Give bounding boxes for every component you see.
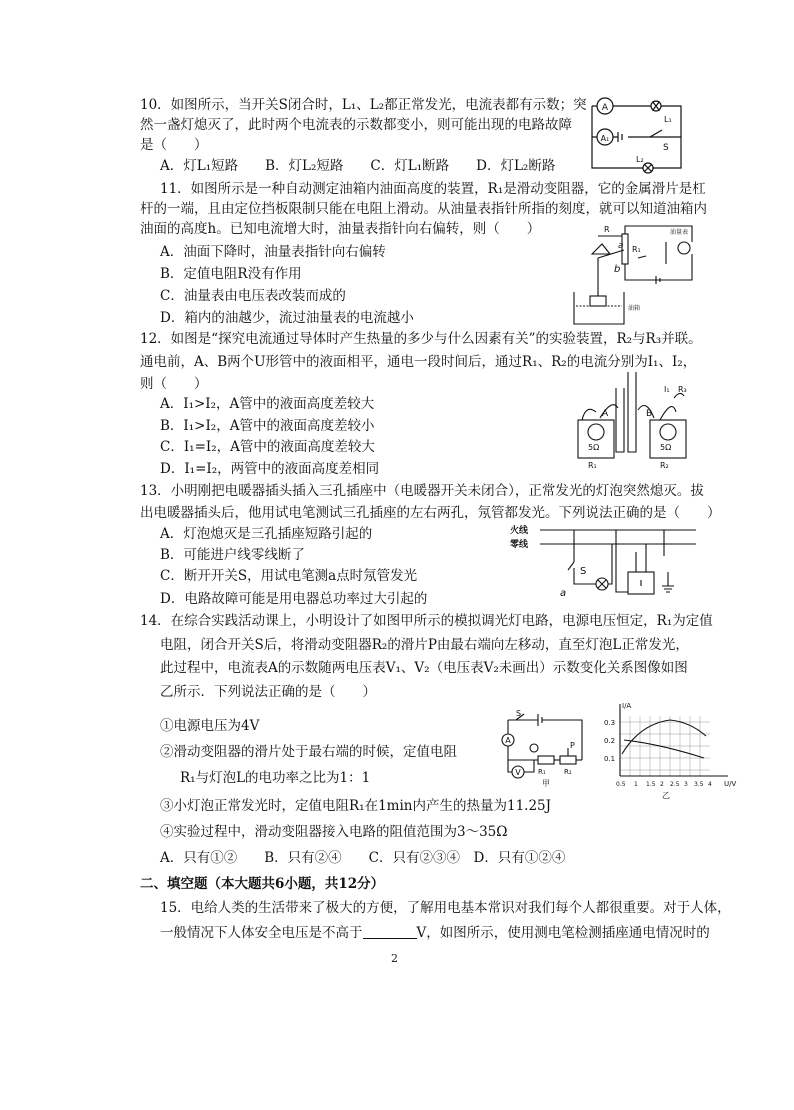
q14-line-1: 14．在综合实践活动课上，小明设计了如图甲所示的模拟调光灯电路，电源电压恒定，R₁为定值 xyxy=(140,613,713,629)
q13-label-live-wire: 火线 xyxy=(510,526,529,536)
q14-xtick-4: 2.5 xyxy=(670,781,680,788)
q12-label-r2: R₂ xyxy=(660,461,669,470)
q15-line-2-start: 一般情况下人体安全电压是不高于 xyxy=(160,925,363,941)
section-2-heading: 二、填空题（本大题共6小题，共12分） xyxy=(140,876,385,892)
q14-line-4: 乙所示．下列说法正确的是（ ） xyxy=(160,684,376,700)
q11-option-b: B．定值电阻R没有作用 xyxy=(160,266,302,282)
page-number: 2 xyxy=(391,952,398,965)
q12-label-b: B xyxy=(646,409,653,419)
q11-label-oil-meter: 油量表 xyxy=(670,229,689,236)
q13-option-c: C．断开开关S，用试电笔测a点时氖管发光 xyxy=(160,568,418,584)
q12-heat-experiment-figure xyxy=(572,368,692,473)
q14-xtick-0: 0.5 xyxy=(616,781,626,788)
q13-line-2: 出电暖器插头后，他用试电笔测试三孔插座的左右两孔，氖管都发光。下列说法正确的是（ ） xyxy=(140,505,721,521)
q13-option-b: B．可能进户线零线断了 xyxy=(160,547,305,563)
q14-label-voltmeter: V xyxy=(515,768,521,777)
q14-statement-4: ④实验过程中，滑动变阻器接入电路的阻值范围为3～35Ω xyxy=(160,824,508,840)
q12-line-1: 12．如图是“探究电流通过导体时产生热量的多少与什么因素有关”的实验装置，R₂与R₃并联。 xyxy=(140,331,702,347)
q14-label-r1: R₁ xyxy=(538,768,546,776)
q11-line-2: 杆的一端，且由定位挡板限制只能在电阻上滑动。从油量表指针所指的刻度，就可以知道油箱内 xyxy=(140,201,707,217)
q11-option-a: A．油面下降时，油量表指针向右偏转 xyxy=(160,244,386,260)
q14-graph-yi xyxy=(600,700,740,800)
q15-answer-blank[interactable] xyxy=(363,924,417,939)
q10-line-3: 是（ ） xyxy=(140,137,208,153)
q12-option-c: C．I₁=I₂，A管中的液面高度差较大 xyxy=(160,439,375,455)
q13-label-point-a: a xyxy=(560,588,567,599)
q12-label-r3: R₃ xyxy=(678,385,687,394)
q14-statement-1: ①电源电压为4V xyxy=(160,718,260,734)
q12-label-ohm-right: 5Ω xyxy=(660,443,672,452)
q11-label-r1: R₁ xyxy=(632,245,641,254)
q14-statement-3: ③小灯泡正常发光时，定值电阻R₁在1min内产生的热量为11.25J xyxy=(160,798,552,814)
q14-label-s: S xyxy=(516,709,522,718)
q14-xtick-7: 4 xyxy=(708,781,712,788)
q10-label-s: S xyxy=(663,143,669,153)
q14-ytick-2: 0.1 xyxy=(604,755,616,763)
q14-xtick-5: 3 xyxy=(684,781,688,788)
q14-label-p: P xyxy=(570,741,575,750)
q13-household-circuit-figure xyxy=(508,522,698,602)
q10-label-l2: L₂ xyxy=(636,155,644,164)
q10-line-1: 10．如图所示，当开关S闭合时，L₁、L₂都正常发光，电流表都有示数；突 xyxy=(140,97,587,113)
q14-line-2: 电阻，闭合开关S后，将滑动变阻器R₂的滑片P由最右端向左移动，直至灯泡L正常发光， xyxy=(160,637,689,653)
q14-xtick-3: 2 xyxy=(660,781,664,788)
q12-label-ohm-left: 5Ω xyxy=(588,443,600,452)
q13-label-switch-s: S xyxy=(580,566,587,577)
q10-line-2: 然一盏灯熄灭了，此时两个电流表的示数都变小，则可能出现的电路故障 xyxy=(140,117,572,133)
q14-ytick-0: 0.3 xyxy=(604,719,616,727)
q13-option-d: D．电路故障可能是用电器总功率过大引起的 xyxy=(160,591,428,607)
q11-label-b: b xyxy=(614,264,621,275)
q11-line-3: 油面的高度h。已知电流增大时，油量表指针向右偏转，则（ ） xyxy=(140,221,541,237)
q11-option-d: D．箱内的油越少，流过油量表的电流越小 xyxy=(160,310,414,326)
q10-options: A．灯L₁短路 B．灯L₂短路 C．灯L₁断路 D．灯L₂断路 xyxy=(160,158,556,174)
q14-label-r2: R₂ xyxy=(564,768,572,776)
q12-line-3: 则（ ） xyxy=(140,376,208,392)
q11-option-c: C．油量表由电压表改装而成的 xyxy=(160,288,346,304)
q14-label-ammeter: A xyxy=(505,736,511,745)
q12-option-a: A．I₁>I₂，A管中的液面高度差较大 xyxy=(160,396,375,412)
q12-label-i1: I₁ xyxy=(664,385,670,394)
q14-line-3: 此过程中，电流表A的示数随两电压表V₁、V₂（电压表V₂未画出）示数变化关系图像如图 xyxy=(160,660,688,676)
q12-label-a: A xyxy=(602,409,609,419)
q13-line-1: 13．小明刚把电暖器插头插入三孔插座中（电暖器开关未闭合），正常发光的灯泡突然熄灭。拔 xyxy=(140,483,704,499)
q12-label-r1: R₁ xyxy=(588,461,597,470)
q11-oil-gauge-figure xyxy=(562,222,702,330)
q12-line-2: 通电前，A、B两个U形管中的液面相平，通电一段时间后，通过R₁、R₂的电流分别为I₁、I₂， xyxy=(140,354,697,370)
q12-option-b: B．I₁>I₂，A管中的液面高度差较小 xyxy=(160,418,375,434)
q11-label-tank: 油箱 xyxy=(628,305,641,312)
q14-statement-2b: R₁与灯泡L的电功率之比为1：1 xyxy=(180,770,371,786)
q15-line-2 xyxy=(160,924,710,942)
q14-statement-2a: ②滑动变阻器的滑片处于最右端的时候，定值电阻 xyxy=(160,744,457,760)
q14-label-jia: 甲 xyxy=(542,779,550,788)
q13-label-neutral-wire: 零线 xyxy=(510,540,529,550)
q10-ammeter-a1: A₁ xyxy=(600,134,610,143)
q14-options: A．只有①② B．只有②④ C．只有②③④ D．只有①②④ xyxy=(160,850,566,866)
q13-option-a: A．灯泡熄灭是三孔插座短路引起的 xyxy=(160,526,373,542)
q14-ytick-1: 0.2 xyxy=(604,737,616,745)
q14-label-ia: I/A xyxy=(622,702,632,710)
q14-circuit-figure-jia xyxy=(494,708,594,788)
q11-label-r: R xyxy=(604,225,610,234)
q10-ammeter-a: A xyxy=(601,103,609,113)
q15-line-2-end: V，如图所示，使用测电笔检测插座通电情况时的 xyxy=(416,925,710,941)
q11-label-a: a xyxy=(618,241,624,251)
q11-line-1: 11．如图所示是一种自动测定油箱内油面高度的装置，R₁是滑动变阻器，它的金属滑片是杠 xyxy=(160,181,706,197)
q10-label-l1: L₁ xyxy=(664,115,672,124)
q15-line-1: 15．电给人类的生活带来了极大的方便，了解用电基本常识对我们每个人都很重要。对于人体， xyxy=(160,900,731,916)
q14-xtick-1: 1 xyxy=(634,781,638,788)
q14-xtick-6: 3.5 xyxy=(694,781,704,788)
q14-label-yi: 乙 xyxy=(662,791,670,800)
q14-xtick-2: 1.5 xyxy=(646,781,656,788)
q14-label-uv: U/V xyxy=(724,780,737,788)
q10-circuit-figure xyxy=(588,92,693,177)
q12-option-d: D．I₁=I₂，两管中的液面高度差相同 xyxy=(160,461,380,477)
